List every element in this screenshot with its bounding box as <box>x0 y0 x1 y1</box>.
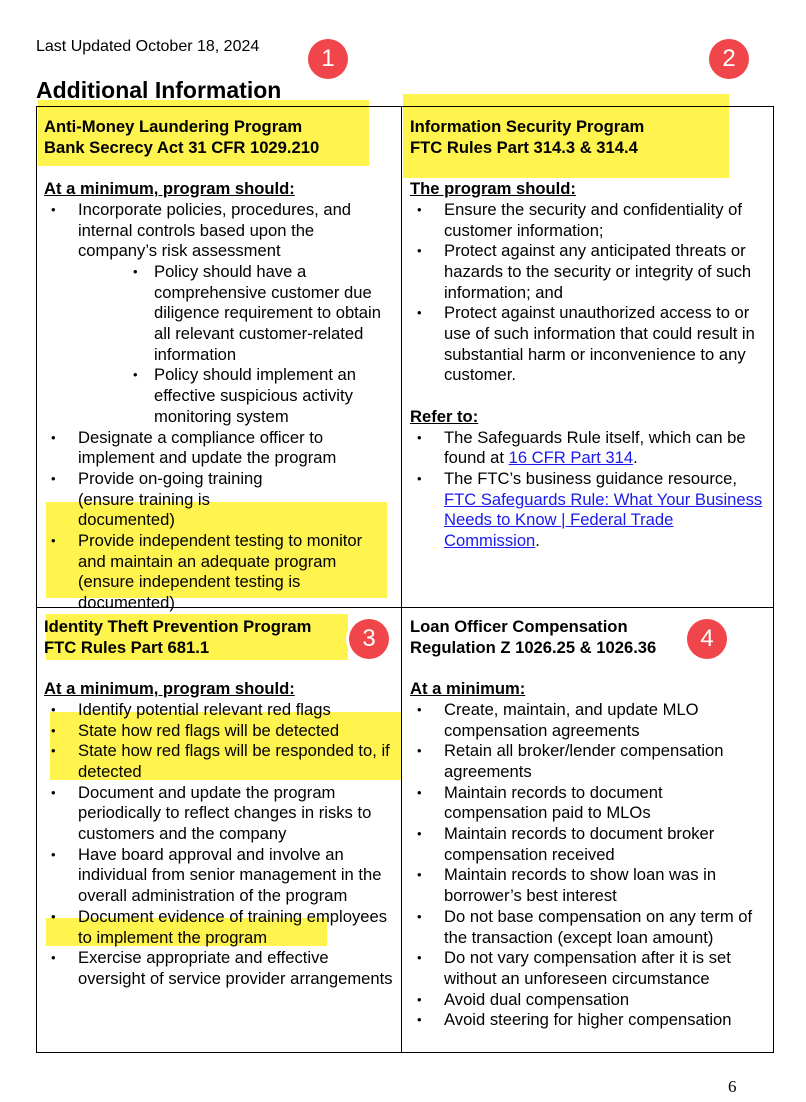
section-title: Additional Information <box>36 77 282 103</box>
list-item: • Avoid dual compensation <box>410 990 766 1011</box>
list-item: • Avoid steering for higher compensation <box>410 1010 766 1031</box>
loan-title-line1: Loan Officer Compensation <box>410 617 628 636</box>
loan-title-line2: Regulation Z 1026.25 & 1026.36 <box>410 637 657 657</box>
list-item: • Maintain records to show loan was in borrower’s best interest <box>410 865 766 906</box>
identity-subheading: At a minimum, program should: <box>44 679 295 699</box>
refer2-period: . <box>535 531 540 551</box>
infosec-list <box>410 200 766 386</box>
list-item: • Policy should have a comprehensive customer due diligence requirement to obtain all relevant customer-related information <box>126 262 394 366</box>
annotation-badge-4: 4 <box>687 619 727 659</box>
list-item <box>44 469 394 531</box>
cell-identity <box>44 617 394 990</box>
list-item <box>410 428 766 469</box>
infosec-title-line1: Information Security Program <box>410 117 645 136</box>
annotation-badge-3: 3 <box>349 619 389 659</box>
aml-item-risk-assessment: Incorporate policies, procedures, and internal controls based upon the company’s risk assessment <box>78 199 352 261</box>
list-item: • Policy should implement an effective suspicious activity monitoring system <box>126 365 394 427</box>
list-item: • Maintain records to document broker compensation received <box>410 824 766 865</box>
list-item: • Have board approval and involve an individual from senior management in the overall administration of the program <box>44 845 394 907</box>
table-divider-vertical <box>401 106 402 1053</box>
annotation-badge-2: 2 <box>709 39 749 79</box>
list-item: • Document evidence of training employees to implement the program <box>44 907 394 948</box>
list-item: • Identify potential relevant red flags <box>44 700 394 721</box>
aml-subheading: At a minimum, program should: <box>44 179 295 199</box>
last-updated-text: Last Updated October 18, 2024 <box>36 38 260 55</box>
list-item: • Create, maintain, and update MLO compensation agreements <box>410 700 766 741</box>
loan-list <box>410 700 766 1031</box>
refer1-text: The Safeguards Rule itself, which can be found at <box>444 427 746 468</box>
identity-title-line1: Identity Theft Prevention Program <box>44 617 312 636</box>
infosec-refer-heading: Refer to: <box>410 406 479 426</box>
list-item: • Do not vary compensation after it is set without an unforeseen circumstance <box>410 948 766 989</box>
list-item: • Designate a compliance officer to implement and update the program <box>44 428 394 469</box>
aml-sub-list <box>126 262 394 428</box>
list-item: • Protect against unauthorized access to or use of such information that could result in substantial harm or inconvenience to any customer. <box>410 303 766 386</box>
list-item: • Protect against any anticipated threats or hazards to the security or integrity of such information; and <box>410 241 766 303</box>
cfr-part-314-link[interactable]: 16 CFR Part 314 <box>508 448 634 468</box>
refer2-text: The FTC’s business guidance resource, <box>444 468 737 488</box>
identity-list <box>44 700 394 990</box>
list-item <box>410 469 766 552</box>
infosec-refer-list <box>410 428 766 552</box>
list-item: • Provide independent testing to monitor and maintain an adequate program (ensure independent testing is documented) <box>44 531 394 614</box>
aml-title-line2: Bank Secrecy Act 31 CFR 1029.210 <box>44 137 320 157</box>
list-item: • State how red flags will be responded to, if detected <box>44 741 394 782</box>
list-item: • State how red flags will be detected <box>44 721 394 742</box>
infosec-subheading: The program should: <box>410 179 576 199</box>
list-item: • Ensure the security and confidentiality of customer information; <box>410 200 766 241</box>
aml-title-line1: Anti-Money Laundering Program <box>44 117 303 136</box>
aml-item-training: Provide on-going training (ensure training is documented) <box>78 468 263 530</box>
identity-title-line2: FTC Rules Part 681.1 <box>44 637 210 657</box>
cell-aml <box>44 117 394 614</box>
cell-loan <box>410 617 766 1031</box>
infosec-title-line2: FTC Rules Part 314.3 & 314.4 <box>410 137 638 157</box>
list-item: • Document and update the program periodically to reflect changes in risks to customers and the company <box>44 783 394 845</box>
refer1-period: . <box>633 448 638 468</box>
loan-subheading: At a minimum: <box>410 679 526 699</box>
list-item: • Maintain records to document compensation paid to MLOs <box>410 783 766 824</box>
list-item: • Retain all broker/lender compensation agreements <box>410 741 766 782</box>
ftc-safeguards-link[interactable]: FTC Safeguards Rule: What Your Business Needs to Know | Federal Trade Commission <box>444 489 763 551</box>
cell-infosec <box>410 117 766 552</box>
page-number: 6 <box>728 1077 737 1096</box>
list-item: • Do not base compensation on any term of the transaction (except loan amount) <box>410 907 766 948</box>
aml-list <box>44 200 394 614</box>
annotation-badge-1: 1 <box>308 39 348 79</box>
list-item: • Exercise appropriate and effective oversight of service provider arrangements <box>44 948 394 989</box>
list-item <box>44 200 394 428</box>
